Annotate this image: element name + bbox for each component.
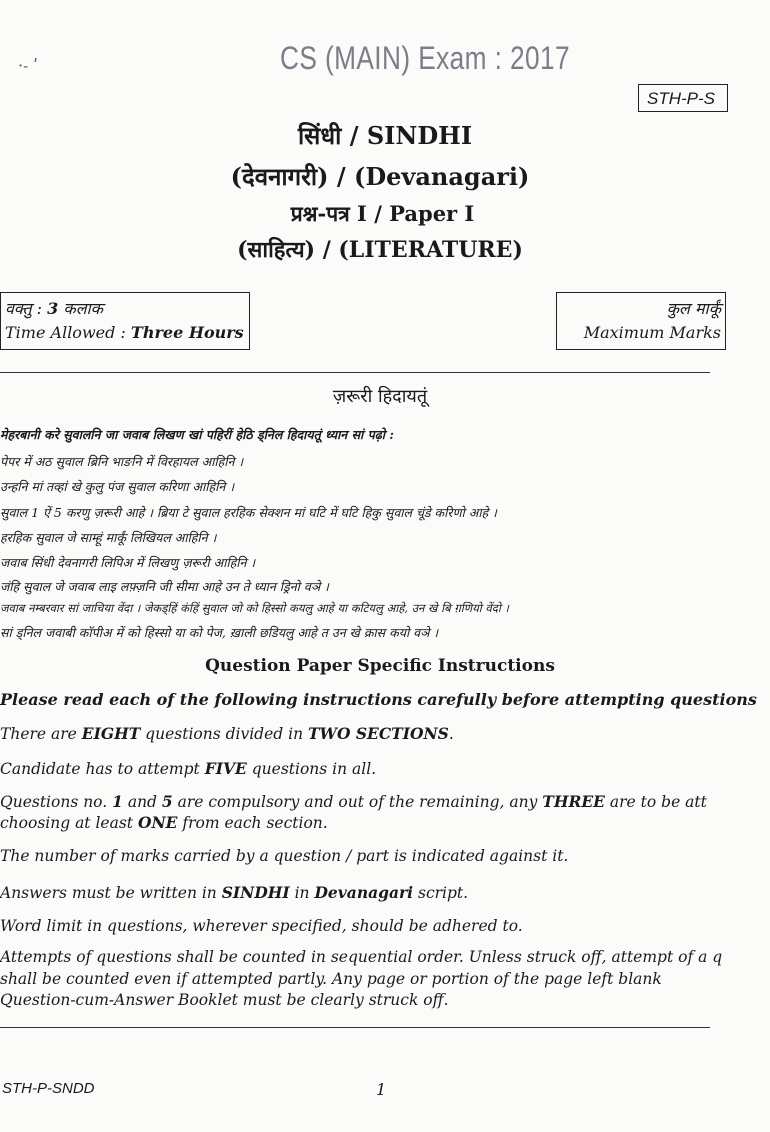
max-marks-label: Maximum Marks — [583, 323, 721, 342]
instruction-2: Candidate has to attempt FIVE questions in all. — [0, 759, 377, 778]
divider-top — [0, 372, 710, 373]
title-language: सिंधी / SINDHI — [297, 121, 473, 150]
corner-mark: ·˗ ʹ — [18, 56, 38, 75]
marks-sindhi: कुल मार्कूं — [666, 299, 721, 318]
time-allowed-box — [0, 292, 250, 350]
paper-code-box: STH-P-S — [638, 84, 728, 112]
sindhi-instruction-line: पेपर में अठ सुवाल ब्रिनि भाङनि में विरहायल आहिनि । — [0, 454, 244, 469]
exam-stamp: CS (MAIN) Exam : 2017 — [280, 40, 571, 76]
title-script: (देवनागरी) / (Devanagari) — [230, 162, 530, 191]
sindhi-instruction-line: जंहि सुवाल जे जवाब लाइ लफ़्ज़नि जी सीमा आहे उन ते ध्यान ड्रिनो वञे । — [0, 579, 329, 594]
title-paper: प्रश्न-पत्र I / Paper I — [290, 201, 475, 226]
time-allowed: Time Allowed : Three Hours — [5, 323, 244, 342]
sindhi-instruction-line: उन्हनि मां तव्हां खे कुलु पंज सुवाल करिणा आहिनि । — [0, 479, 235, 494]
sindhi-instruction-line: मेहरबानी करे सुवालनि जा जवाब लिखण खां पहिरीं हेठि ड्निल हिदायतूं ध्यान सां पढ़ो : — [0, 427, 394, 442]
max-marks-box — [556, 292, 726, 350]
sindhi-instructions-title: ज़रूरी हिदायतूं — [332, 386, 428, 407]
instruction-3-line-1: Questions no. 1 and 5 are compulsory and out of the remaining, any THREE are to be att — [0, 792, 707, 811]
sindhi-instruction-line: हरहिक सुवाल जे साम्हूं मार्कूं लिखियल आहिनि । — [0, 530, 217, 545]
instruction-4: The number of marks carried by a question / part is indicated against it. — [0, 847, 569, 865]
page-number: 1 — [376, 1080, 387, 1099]
specific-instructions-title: Question Paper Specific Instructions — [205, 656, 555, 676]
instruction-1: There are EIGHT questions divided in TWO SECTIONS. — [0, 724, 454, 743]
instruction-5: Answers must be written in SINDHI in Devanagari script. — [0, 883, 469, 902]
instruction-6: Word limit in questions, wherever specified, should be adhered to. — [0, 917, 523, 935]
title-subject: (साहित्य) / (LITERATURE) — [237, 237, 523, 263]
time-sindhi: वक्तु : 3 कलाक — [5, 299, 103, 318]
sindhi-instruction-line: जवाब सिंधी देवनागरी लिपिअ में लिखणु ज़रूरी आहिनि । — [0, 555, 256, 570]
instruction-3-line-2: choosing at least ONE from each section. — [0, 813, 328, 832]
sindhi-instruction-line: सां ड्निल जवाबी कॉपीअ में को हिस्सो या को पेज, ख़ाली छडियलु आहे त उन खे क्रास कयो वञे । — [0, 625, 439, 640]
instruction-7-line-1: Attempts of questions shall be counted in sequential order. Unless struck off, attempt of a q — [0, 948, 723, 966]
divider-bottom — [0, 1027, 710, 1028]
sindhi-instruction-line: सुवाल 1 ऐं 5 करणु ज़रूरी आहे । ब्रिया टे सुवाल हरहिक सेक्शन मां घटि में घटि हिकु सुवाल चूंडे करिणो आहे । — [0, 505, 497, 520]
instruction-7-line-3: Question-cum-Answer Booklet must be clearly struck off. — [0, 991, 449, 1009]
sindhi-instruction-line: जवाब नम्बरवार सां जाचिया वेंदा । जेकड्हिं कंहिं सुवाल जो को हिस्सो कयलु आहे या कटियलु आहे, उन खे बि ग़णियो वेंदो । — [0, 601, 509, 615]
instruction-7-line-2: shall be counted even if attempted partly. Any page or portion of the page left blank — [0, 970, 662, 988]
instruction-please-read: Please read each of the following instructions carefully before attempting questions — [0, 690, 757, 709]
footer-paper-code: STH-P-SNDD — [2, 1080, 95, 1097]
